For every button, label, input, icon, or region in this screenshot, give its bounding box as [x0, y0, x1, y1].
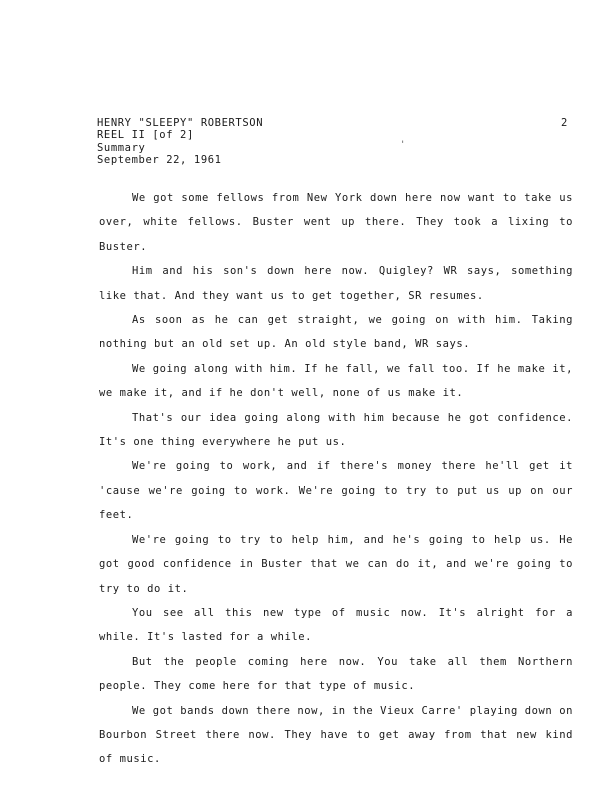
- paragraph: We got some fellows from New York down here now want to take us over, white fellows. Buster went up there. They took a lixing to Buster.: [99, 192, 573, 253]
- paragraph: We going along with him. If he fall, we fall too. If he make it, we make it, and if he don't well, none of us make it.: [99, 362, 573, 400]
- interviewee-name: HENRY "SLEEPY" ROBERTSON: [97, 117, 264, 129]
- scan-mark: ': [400, 140, 406, 150]
- paragraph: That's our idea going along with him because he got confidence. It's one thing everywhere he put us.: [99, 411, 573, 449]
- page-number: 2: [561, 117, 568, 129]
- paragraph: As soon as he can get straight, we going on with him. Taking nothing but an old set up. An old style band, WR says.: [99, 314, 573, 351]
- document-type: Summary: [97, 141, 146, 154]
- paragraph: You see all this new type of music now. It's alright for a while. It's lasted for a while.: [99, 606, 573, 644]
- paragraph: We're going to try to help him, and he's going to help us. He got good confidence in Buster that we can do it, and we're going to try to do it.: [99, 533, 573, 595]
- paragraph: We got bands down there now, in the Vieux Carre' playing down on Bourbon Street there now. They have to get away from that new kind of music.: [99, 704, 573, 766]
- reel-number: REEL II [of 2]: [97, 129, 194, 142]
- interview-date: September 22, 1961: [97, 153, 222, 166]
- summary-body: [99, 186, 573, 772]
- paragraph: But the people coming here now. You take all them Northern people. They come here for that type of music.: [99, 655, 573, 693]
- paragraph: We're going to work, and if there's money there he'll get it 'cause we're going to work. We're going to try to put us up on our feet.: [99, 460, 573, 522]
- document-header: [97, 117, 263, 166]
- paragraph: Him and his son's down here now. Quigley? WR says, something like that. And they want us to get together, SR resumes.: [99, 265, 573, 302]
